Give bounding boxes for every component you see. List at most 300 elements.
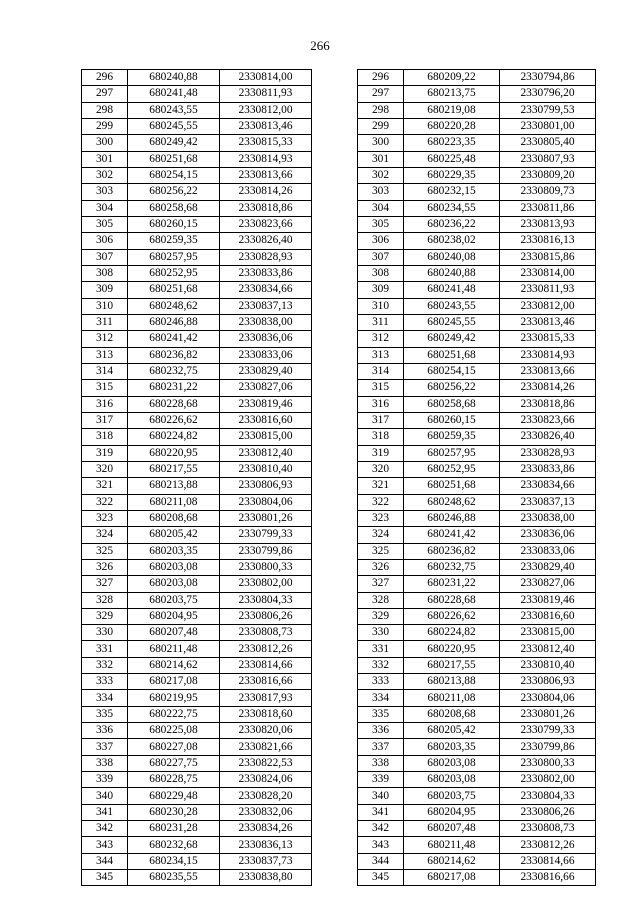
right-x-coordinate: 680240,88 [404, 265, 500, 281]
column-gap [312, 249, 358, 265]
right-x-coordinate: 680225,48 [404, 151, 500, 167]
right-y-coordinate: 2330811,93 [500, 282, 596, 298]
left-point-number: 305 [82, 216, 128, 232]
right-x-coordinate: 680256,22 [404, 380, 500, 396]
right-y-coordinate: 2330813,66 [500, 363, 596, 379]
left-point-number: 343 [82, 837, 128, 853]
left-point-number: 309 [82, 282, 128, 298]
table-row [82, 298, 596, 314]
left-y-coordinate: 2330801,26 [220, 510, 312, 526]
left-point-number: 339 [82, 772, 128, 788]
left-point-number: 328 [82, 592, 128, 608]
table-row [82, 282, 596, 298]
left-y-coordinate: 2330826,40 [220, 233, 312, 249]
column-gap [312, 216, 358, 232]
left-point-number: 317 [82, 412, 128, 428]
right-x-coordinate: 680260,15 [404, 412, 500, 428]
right-point-number: 305 [358, 216, 404, 232]
left-y-coordinate: 2330816,66 [220, 674, 312, 690]
left-y-coordinate: 2330815,00 [220, 429, 312, 445]
left-point-number: 319 [82, 445, 128, 461]
column-gap [312, 608, 358, 624]
right-y-coordinate: 2330834,66 [500, 478, 596, 494]
right-x-coordinate: 680211,48 [404, 837, 500, 853]
right-point-number: 345 [358, 870, 404, 886]
right-point-number: 344 [358, 853, 404, 869]
right-x-coordinate: 680220,28 [404, 118, 500, 134]
right-x-coordinate: 680240,08 [404, 249, 500, 265]
right-y-coordinate: 2330804,06 [500, 690, 596, 706]
table-row [82, 478, 596, 494]
left-point-number: 325 [82, 543, 128, 559]
left-point-number: 340 [82, 788, 128, 804]
table-row [82, 461, 596, 477]
right-y-coordinate: 2330836,06 [500, 527, 596, 543]
right-y-coordinate: 2330829,40 [500, 559, 596, 575]
left-y-coordinate: 2330818,86 [220, 200, 312, 216]
left-x-coordinate: 680245,55 [128, 118, 220, 134]
right-x-coordinate: 680205,42 [404, 723, 500, 739]
left-point-number: 299 [82, 118, 128, 134]
left-point-number: 308 [82, 265, 128, 281]
left-point-number: 310 [82, 298, 128, 314]
left-y-coordinate: 2330814,93 [220, 151, 312, 167]
right-x-coordinate: 680226,62 [404, 608, 500, 624]
right-y-coordinate: 2330837,13 [500, 494, 596, 510]
left-point-number: 296 [82, 70, 128, 86]
left-y-coordinate: 2330806,93 [220, 478, 312, 494]
right-x-coordinate: 680259,35 [404, 429, 500, 445]
left-point-number: 306 [82, 233, 128, 249]
left-point-number: 326 [82, 559, 128, 575]
left-y-coordinate: 2330812,00 [220, 102, 312, 118]
right-point-number: 314 [358, 363, 404, 379]
right-y-coordinate: 2330813,46 [500, 314, 596, 330]
table-row [82, 200, 596, 216]
left-y-coordinate: 2330823,66 [220, 216, 312, 232]
right-y-coordinate: 2330818,86 [500, 396, 596, 412]
column-gap [312, 86, 358, 102]
left-x-coordinate: 680251,68 [128, 151, 220, 167]
column-gap [312, 396, 358, 412]
table-row [82, 543, 596, 559]
table-row [82, 674, 596, 690]
right-y-coordinate: 2330807,93 [500, 151, 596, 167]
left-point-number: 315 [82, 380, 128, 396]
left-point-number: 311 [82, 314, 128, 330]
right-point-number: 298 [358, 102, 404, 118]
right-x-coordinate: 680257,95 [404, 445, 500, 461]
left-x-coordinate: 680203,75 [128, 592, 220, 608]
table-row [82, 641, 596, 657]
right-point-number: 332 [358, 657, 404, 673]
right-x-coordinate: 680217,55 [404, 657, 500, 673]
left-y-coordinate: 2330814,66 [220, 657, 312, 673]
table-row [82, 723, 596, 739]
left-point-number: 301 [82, 151, 128, 167]
left-point-number: 323 [82, 510, 128, 526]
column-gap [312, 102, 358, 118]
left-x-coordinate: 680231,22 [128, 380, 220, 396]
left-point-number: 341 [82, 804, 128, 820]
table-row [82, 314, 596, 330]
right-y-coordinate: 2330802,00 [500, 772, 596, 788]
column-gap [312, 151, 358, 167]
table-row [82, 86, 596, 102]
left-y-coordinate: 2330822,53 [220, 755, 312, 771]
column-gap [312, 674, 358, 690]
right-y-coordinate: 2330800,33 [500, 755, 596, 771]
table-row [82, 118, 596, 134]
right-x-coordinate: 680251,68 [404, 347, 500, 363]
table-row [82, 821, 596, 837]
coordinates-table [81, 69, 596, 886]
table-row [82, 755, 596, 771]
left-point-number: 304 [82, 200, 128, 216]
right-point-number: 315 [358, 380, 404, 396]
left-y-coordinate: 2330818,60 [220, 706, 312, 722]
right-y-coordinate: 2330814,66 [500, 853, 596, 869]
left-x-coordinate: 680236,82 [128, 347, 220, 363]
right-x-coordinate: 680236,82 [404, 543, 500, 559]
left-y-coordinate: 2330814,00 [220, 70, 312, 86]
right-point-number: 317 [358, 412, 404, 428]
left-y-coordinate: 2330832,06 [220, 804, 312, 820]
left-x-coordinate: 680232,68 [128, 837, 220, 853]
column-gap [312, 298, 358, 314]
left-y-coordinate: 2330810,40 [220, 461, 312, 477]
right-y-coordinate: 2330815,86 [500, 249, 596, 265]
left-y-coordinate: 2330804,33 [220, 592, 312, 608]
right-point-number: 342 [358, 821, 404, 837]
right-point-number: 322 [358, 494, 404, 510]
column-gap [312, 870, 358, 886]
table-row [82, 184, 596, 200]
column-gap [312, 510, 358, 526]
right-point-number: 323 [358, 510, 404, 526]
column-gap [312, 445, 358, 461]
right-y-coordinate: 2330833,06 [500, 543, 596, 559]
right-point-number: 308 [358, 265, 404, 281]
left-x-coordinate: 680217,55 [128, 461, 220, 477]
left-y-coordinate: 2330836,06 [220, 331, 312, 347]
column-gap [312, 331, 358, 347]
right-x-coordinate: 680258,68 [404, 396, 500, 412]
left-x-coordinate: 680214,62 [128, 657, 220, 673]
left-point-number: 318 [82, 429, 128, 445]
left-x-coordinate: 680254,15 [128, 167, 220, 183]
right-y-coordinate: 2330805,40 [500, 135, 596, 151]
column-gap [312, 837, 358, 853]
right-x-coordinate: 680238,02 [404, 233, 500, 249]
table-row [82, 70, 596, 86]
left-y-coordinate: 2330808,73 [220, 625, 312, 641]
column-gap [312, 347, 358, 363]
right-x-coordinate: 680228,68 [404, 592, 500, 608]
right-point-number: 338 [358, 755, 404, 771]
right-x-coordinate: 680207,48 [404, 821, 500, 837]
table-row [82, 870, 596, 886]
right-x-coordinate: 680208,68 [404, 706, 500, 722]
right-point-number: 331 [358, 641, 404, 657]
table-row [82, 429, 596, 445]
column-gap [312, 461, 358, 477]
right-x-coordinate: 680236,22 [404, 216, 500, 232]
left-x-coordinate: 680227,75 [128, 755, 220, 771]
right-x-coordinate: 680203,35 [404, 739, 500, 755]
left-x-coordinate: 680217,08 [128, 674, 220, 690]
left-point-number: 297 [82, 86, 128, 102]
right-x-coordinate: 680249,42 [404, 331, 500, 347]
table-row [82, 135, 596, 151]
right-y-coordinate: 2330799,53 [500, 102, 596, 118]
right-x-coordinate: 680241,42 [404, 527, 500, 543]
left-x-coordinate: 680235,55 [128, 870, 220, 886]
left-y-coordinate: 2330837,13 [220, 298, 312, 314]
table-row [82, 167, 596, 183]
left-x-coordinate: 680243,55 [128, 102, 220, 118]
right-point-number: 301 [358, 151, 404, 167]
right-point-number: 309 [358, 282, 404, 298]
right-y-coordinate: 2330812,40 [500, 641, 596, 657]
left-x-coordinate: 680228,68 [128, 396, 220, 412]
left-x-coordinate: 680205,42 [128, 527, 220, 543]
left-x-coordinate: 680230,28 [128, 804, 220, 820]
right-x-coordinate: 680203,75 [404, 788, 500, 804]
right-x-coordinate: 680245,55 [404, 314, 500, 330]
table-row [82, 265, 596, 281]
right-y-coordinate: 2330819,46 [500, 592, 596, 608]
right-x-coordinate: 680211,08 [404, 690, 500, 706]
left-y-coordinate: 2330827,06 [220, 380, 312, 396]
right-y-coordinate: 2330809,73 [500, 184, 596, 200]
left-point-number: 344 [82, 853, 128, 869]
right-x-coordinate: 680241,48 [404, 282, 500, 298]
column-gap [312, 282, 358, 298]
left-point-number: 298 [82, 102, 128, 118]
left-y-coordinate: 2330833,06 [220, 347, 312, 363]
left-x-coordinate: 680203,35 [128, 543, 220, 559]
left-x-coordinate: 680220,95 [128, 445, 220, 461]
right-point-number: 337 [358, 739, 404, 755]
right-x-coordinate: 680219,08 [404, 102, 500, 118]
column-gap [312, 135, 358, 151]
right-y-coordinate: 2330804,33 [500, 788, 596, 804]
left-y-coordinate: 2330828,20 [220, 788, 312, 804]
left-y-coordinate: 2330799,33 [220, 527, 312, 543]
left-point-number: 338 [82, 755, 128, 771]
right-point-number: 339 [358, 772, 404, 788]
left-point-number: 330 [82, 625, 128, 641]
left-y-coordinate: 2330800,33 [220, 559, 312, 575]
right-x-coordinate: 680246,88 [404, 510, 500, 526]
left-point-number: 320 [82, 461, 128, 477]
right-point-number: 343 [358, 837, 404, 853]
table-row [82, 380, 596, 396]
right-point-number: 296 [358, 70, 404, 86]
right-y-coordinate: 2330813,93 [500, 216, 596, 232]
left-x-coordinate: 680249,42 [128, 135, 220, 151]
table-row [82, 347, 596, 363]
right-x-coordinate: 680214,62 [404, 853, 500, 869]
left-x-coordinate: 680246,88 [128, 314, 220, 330]
right-x-coordinate: 680220,95 [404, 641, 500, 657]
left-point-number: 327 [82, 576, 128, 592]
right-y-coordinate: 2330815,33 [500, 331, 596, 347]
right-point-number: 318 [358, 429, 404, 445]
left-point-number: 342 [82, 821, 128, 837]
left-y-coordinate: 2330834,26 [220, 821, 312, 837]
left-point-number: 302 [82, 167, 128, 183]
table-row [82, 625, 596, 641]
left-x-coordinate: 680241,48 [128, 86, 220, 102]
table-row [82, 396, 596, 412]
table-row [82, 331, 596, 347]
left-y-coordinate: 2330799,86 [220, 543, 312, 559]
right-point-number: 306 [358, 233, 404, 249]
right-point-number: 319 [358, 445, 404, 461]
table-row [82, 706, 596, 722]
right-x-coordinate: 680223,35 [404, 135, 500, 151]
right-point-number: 311 [358, 314, 404, 330]
column-gap [312, 543, 358, 559]
column-gap [312, 788, 358, 804]
left-y-coordinate: 2330838,80 [220, 870, 312, 886]
left-y-coordinate: 2330811,93 [220, 86, 312, 102]
left-point-number: 337 [82, 739, 128, 755]
right-y-coordinate: 2330833,86 [500, 461, 596, 477]
left-point-number: 336 [82, 723, 128, 739]
left-x-coordinate: 680222,75 [128, 706, 220, 722]
left-y-coordinate: 2330828,93 [220, 249, 312, 265]
left-point-number: 322 [82, 494, 128, 510]
left-x-coordinate: 680257,95 [128, 249, 220, 265]
table-row [82, 804, 596, 820]
table-row [82, 249, 596, 265]
right-point-number: 341 [358, 804, 404, 820]
right-y-coordinate: 2330823,66 [500, 412, 596, 428]
left-x-coordinate: 680231,28 [128, 821, 220, 837]
column-gap [312, 723, 358, 739]
right-y-coordinate: 2330814,00 [500, 265, 596, 281]
right-point-number: 316 [358, 396, 404, 412]
left-x-coordinate: 680203,08 [128, 576, 220, 592]
left-x-coordinate: 680256,22 [128, 184, 220, 200]
table-row [82, 233, 596, 249]
right-y-coordinate: 2330827,06 [500, 576, 596, 592]
right-y-coordinate: 2330799,86 [500, 739, 596, 755]
left-x-coordinate: 680251,68 [128, 282, 220, 298]
right-x-coordinate: 680217,08 [404, 870, 500, 886]
table-row [82, 853, 596, 869]
right-y-coordinate: 2330806,93 [500, 674, 596, 690]
right-point-number: 313 [358, 347, 404, 363]
column-gap [312, 314, 358, 330]
table-row [82, 216, 596, 232]
table-row [82, 412, 596, 428]
left-point-number: 334 [82, 690, 128, 706]
left-y-coordinate: 2330836,13 [220, 837, 312, 853]
column-gap [312, 690, 358, 706]
column-gap [312, 412, 358, 428]
right-x-coordinate: 680203,08 [404, 755, 500, 771]
right-point-number: 303 [358, 184, 404, 200]
right-y-coordinate: 2330826,40 [500, 429, 596, 445]
right-y-coordinate: 2330828,93 [500, 445, 596, 461]
column-gap [312, 380, 358, 396]
table-row [82, 608, 596, 624]
table-row [82, 445, 596, 461]
left-x-coordinate: 680234,15 [128, 853, 220, 869]
right-x-coordinate: 680232,75 [404, 559, 500, 575]
left-x-coordinate: 680226,62 [128, 412, 220, 428]
left-point-number: 335 [82, 706, 128, 722]
table-row [82, 657, 596, 673]
left-x-coordinate: 680225,08 [128, 723, 220, 739]
right-y-coordinate: 2330816,66 [500, 870, 596, 886]
right-x-coordinate: 680248,62 [404, 494, 500, 510]
left-y-coordinate: 2330829,40 [220, 363, 312, 379]
page-number: 266 [310, 38, 330, 53]
table-row [82, 151, 596, 167]
right-point-number: 299 [358, 118, 404, 134]
right-point-number: 320 [358, 461, 404, 477]
right-y-coordinate: 2330815,00 [500, 625, 596, 641]
right-x-coordinate: 680229,35 [404, 167, 500, 183]
left-y-coordinate: 2330833,86 [220, 265, 312, 281]
right-x-coordinate: 680224,82 [404, 625, 500, 641]
column-gap [312, 70, 358, 86]
left-y-coordinate: 2330813,46 [220, 118, 312, 134]
right-x-coordinate: 680252,95 [404, 461, 500, 477]
table-row [82, 527, 596, 543]
left-point-number: 329 [82, 608, 128, 624]
right-point-number: 336 [358, 723, 404, 739]
column-gap [312, 494, 358, 510]
right-y-coordinate: 2330808,73 [500, 821, 596, 837]
left-y-coordinate: 2330815,33 [220, 135, 312, 151]
right-y-coordinate: 2330814,93 [500, 347, 596, 363]
right-y-coordinate: 2330809,20 [500, 167, 596, 183]
column-gap [312, 804, 358, 820]
right-x-coordinate: 680203,08 [404, 772, 500, 788]
left-point-number: 313 [82, 347, 128, 363]
left-point-number: 333 [82, 674, 128, 690]
left-x-coordinate: 680260,15 [128, 216, 220, 232]
column-gap [312, 706, 358, 722]
left-x-coordinate: 680258,68 [128, 200, 220, 216]
left-x-coordinate: 680241,42 [128, 331, 220, 347]
left-point-number: 324 [82, 527, 128, 543]
right-y-coordinate: 2330806,26 [500, 804, 596, 820]
left-point-number: 345 [82, 870, 128, 886]
right-point-number: 300 [358, 135, 404, 151]
right-x-coordinate: 680213,88 [404, 674, 500, 690]
right-point-number: 333 [358, 674, 404, 690]
left-y-coordinate: 2330812,26 [220, 641, 312, 657]
right-point-number: 335 [358, 706, 404, 722]
table-row [82, 363, 596, 379]
right-y-coordinate: 2330812,00 [500, 298, 596, 314]
right-point-number: 312 [358, 331, 404, 347]
left-x-coordinate: 680228,75 [128, 772, 220, 788]
right-point-number: 330 [358, 625, 404, 641]
right-y-coordinate: 2330796,20 [500, 86, 596, 102]
left-y-coordinate: 2330837,73 [220, 853, 312, 869]
left-y-coordinate: 2330820,06 [220, 723, 312, 739]
column-gap [312, 527, 358, 543]
right-point-number: 302 [358, 167, 404, 183]
